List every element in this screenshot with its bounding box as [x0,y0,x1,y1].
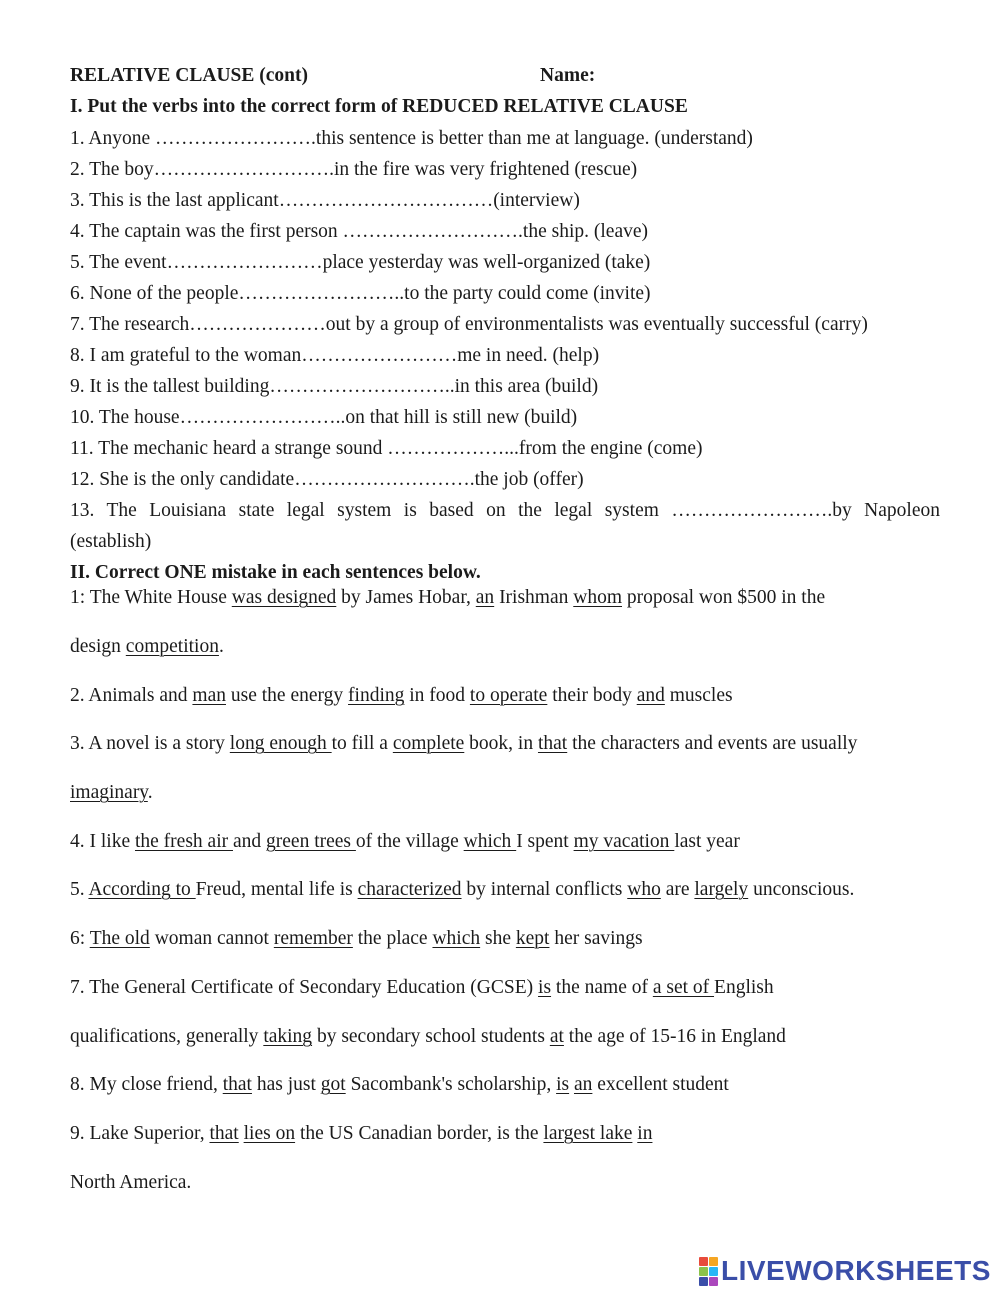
underlined-option: an [573,1074,593,1095]
exercise-item-1: 1. Anyone …………………….this sentence is better than me at language. (understand) [70,128,753,149]
underlined-option: a set of [652,977,715,998]
text: 8. My close friend, [70,1074,223,1095]
underlined-option: that [222,1074,252,1095]
correction-sentence-2 [70,684,940,708]
exercise-item-13: 13. The Louisiana state legal system is based on the legal system …………………….by Napoleon [70,500,940,521]
correction-sentence-7 [70,976,940,1000]
underlined-option: man [192,685,226,706]
logo-block [699,1277,708,1286]
underlined-option: whom [573,587,623,608]
underlined-option: to operate [469,685,548,706]
logo-block [709,1267,718,1276]
underlined-option: that [209,1123,239,1144]
underlined-option: my vacation [573,831,675,852]
correction-sentence-7-cont [70,1025,940,1049]
exercise-item-10: 10. The house……………………..on that hill is still new (build) [70,407,578,428]
underlined-option: the fresh air [134,831,233,852]
exercise-item-9: 9. It is the tallest building………………………..in this area (build) [70,376,599,397]
underlined-option: in [637,1123,653,1144]
underlined-option: that [537,733,568,754]
underlined-option: at [549,1026,564,1047]
text: the place [352,928,433,949]
correction-sentence-1 [70,586,940,610]
underlined-option: characterized [357,879,462,900]
text: and [232,831,267,852]
underlined-option: lies on [243,1123,296,1144]
part1-heading: I. Put the verbs into the correct form of REDUCED RELATIVE CLAUSE [70,96,688,117]
underlined-option: complete [392,733,465,754]
text: Irishman [494,587,574,608]
text: English [714,977,774,998]
exercise-item-12: 12. She is the only candidate……………………….the job (offer) [70,469,584,490]
correction-sentence-8 [70,1073,940,1097]
exercise-item-5: 5. The event……………………place yesterday was well-organized (take) [70,252,651,273]
text: by James Hobar, [336,587,476,608]
underlined-option: imaginary [70,782,148,803]
text: 5. [70,879,89,900]
underlined-option: taking [263,1026,313,1047]
text: . [147,782,153,803]
underlined-option: remember [273,928,353,949]
underlined-option: which [463,831,517,852]
underlined-option: largest lake [543,1123,633,1144]
worksheet-header [70,64,940,88]
correction-sentence-1-cont [70,635,940,659]
logo-blocks-icon [699,1257,718,1286]
correction-sentence-3-cont [70,781,940,805]
text: Freud, mental life is [195,879,358,900]
exercise-item-7: 7. The research…………………out by a group of environmentalists was eventually successful (carry) [70,314,868,335]
exercise-item-6: 6. None of the people……………………..to the party could come (invite) [70,283,651,304]
text: by internal conflicts [461,879,628,900]
text: design [70,636,126,657]
underlined-option: The old [89,928,150,949]
exercise-item-2: 2. The boy……………………….in the fire was very frightened (rescue) [70,159,638,180]
name-label: Name: [540,65,596,86]
liveworksheets-logo[interactable] [699,1256,991,1286]
underlined-option: long enough [229,733,332,754]
correction-sentence-5 [70,878,940,902]
text: the name of [551,977,653,998]
text: are [660,879,695,900]
text: . [218,636,224,657]
underlined-option: an [475,587,495,608]
underlined-option: which [432,928,481,949]
text: 7. The General Certificate of Secondary Education (GCSE) [70,977,539,998]
underlined-option: finding [348,685,405,706]
underlined-option: and [636,685,665,706]
underlined-option: kept [515,928,550,949]
text: 9. Lake Superior, [70,1123,210,1144]
text: to fill a [331,733,393,754]
correction-sentence-4 [70,830,940,854]
logo-block [709,1277,718,1286]
text: their body [547,685,637,706]
underlined-option: is [538,977,552,998]
text: her savings [549,928,643,949]
underlined-option: was designed [231,587,337,608]
exercise-item-13-cont: (establish) [70,531,152,552]
text: 4. I like [70,831,135,852]
text: muscles [664,685,733,706]
text: book, in [464,733,538,754]
text: the characters and events are usually [567,733,858,754]
text: proposal won $500 in the [622,587,826,608]
text: 1: The White House [70,587,232,608]
text: 2. Animals and [70,685,193,706]
text: the age of 15-16 in England [563,1026,786,1047]
text: 6: [70,928,90,949]
correction-sentence-3 [70,732,940,756]
logo-block [709,1257,718,1266]
correction-sentence-9-cont: North America. [70,1172,192,1193]
logo-block [699,1267,708,1276]
text: excellent student [592,1074,729,1095]
underlined-option: largely [694,879,749,900]
text: I spent [516,831,574,852]
text: qualifications, generally [70,1026,264,1047]
exercise-item-4: 4. The captain was the first person ……………………….the ship. (leave) [70,221,649,242]
logo-text: LIVEWORKSHEETS [721,1255,991,1286]
text: the US Canadian border, is the [295,1123,544,1144]
worksheet-title: RELATIVE CLAUSE (cont) [70,65,308,86]
underlined-option: got [320,1074,346,1095]
correction-sentence-6 [70,927,940,951]
text: woman cannot [149,928,274,949]
exercise-item-8: 8. I am grateful to the woman……………………me in need. (help) [70,345,600,366]
text: has just [251,1074,321,1095]
underlined-option: who [627,879,661,900]
text: last year [674,831,740,852]
exercise-item-11: 11. The mechanic heard a strange sound ………………...from the engine (come) [70,438,703,459]
text: 3. A novel is a story [70,733,230,754]
text: in food [404,685,470,706]
text: of the village [355,831,464,852]
correction-sentence-9 [70,1122,940,1146]
text: use the energy [226,685,349,706]
exercise-item-3: 3. This is the last applicant……………………………(interview) [70,190,580,211]
underlined-option: According to [88,879,196,900]
logo-block [699,1257,708,1266]
underlined-option: green trees [266,831,356,852]
underlined-option: is [556,1074,570,1095]
text: she [480,928,516,949]
text: Sacombank's scholarship, [345,1074,557,1095]
part2-heading: II. Correct ONE mistake in each sentences below. [70,562,481,583]
text: by secondary school students [312,1026,550,1047]
text: unconscious. [748,879,855,900]
underlined-option: competition [125,636,219,657]
